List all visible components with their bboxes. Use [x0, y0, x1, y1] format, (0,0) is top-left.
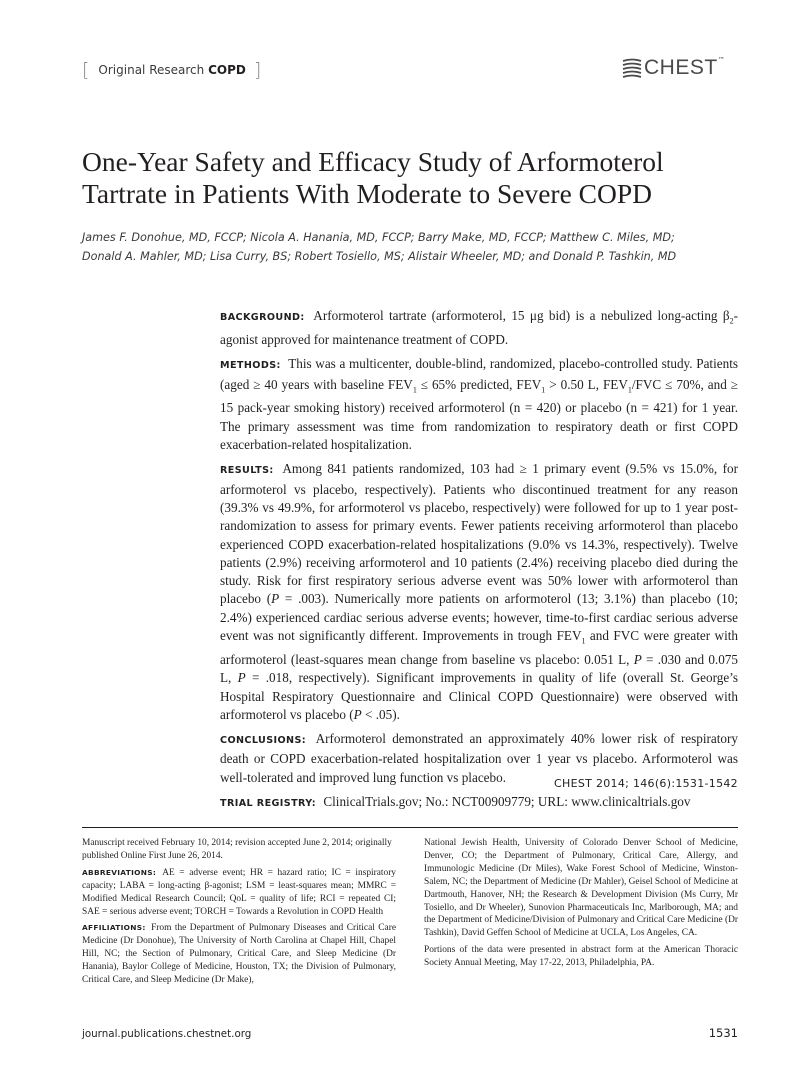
manuscript-dates: Manuscript received February 10, 2014; revision accepted June 2, 2014; originally published Online First June 26, 2014.	[82, 838, 392, 861]
background-label: BACKGROUND:	[220, 312, 305, 323]
abstract-trial-registry: TRIAL REGISTRY: ClinicalTrials.gov; No.: NCT00909779; URL: www.clinicaltrials.gov	[220, 794, 691, 810]
abstract-methods: METHODS: This was a multicenter, double-blind, randomized, placebo-controlled study. Patients (aged ≥ 40 years with baseline $FEV_1 \le 65\%$ predicted, $FEV_1 > 0.50$ L, $FEV_1$/FVC ≤ 70%, and ≥ 15 pack-year smoking history) received arformoterol (n = 420) or placebo (n = 421) for 1 year. The primary assessment was time from randomization to respiratory death or first COPD exacerbation-related hospitalization.	[220, 356, 739, 453]
methods-label: METHODS:	[220, 360, 281, 372]
article-title: One-Year Safety and Efficacy Study of Arformoterol Tartrate in Patients With Moderate to Severe COPD	[82, 146, 664, 209]
abstract-background: BACKGROUND: Arformoterol tartrate (arformoterol, 15 μg bid) is a nebulized long-acting $\beta_2$-agonist approved for maintenance treatment of COPD.	[220, 308, 739, 347]
abbreviations: ABBREVIATIONS: AE = adverse event; HR = hazard ratio; IC = inspiratory capacity; LABA = long-acting β-agonist; LSM = least-squares mean; MMRC = Modified Medical Research Council; QoL = quality of life; RCI = repeated CI; SAE = serious adverse event; TORCH = Towards a Revolution in COPD Health	[82, 867, 396, 917]
section-tag	[82, 59, 261, 81]
abbreviations-label: ABBREVIATIONS:	[82, 867, 157, 877]
journal-logo-text: CHEST	[644, 56, 718, 79]
trial-registry-label: TRIAL REGISTRY:	[220, 798, 317, 810]
author-list: James F. Donohue, MD, FCCP; Nicola A. Hanania, MD, FCCP; Barry Make, MD, FCCP; Matthew C. Miles, MD; Donald A. Mahler, MD; Lisa Curry, BS; Robert Tosiello, MS; Alistair Wheeler, MD; and Donald P. Tashkin, MD	[82, 231, 677, 263]
chest-logo	[622, 56, 725, 80]
abstract	[220, 307, 738, 819]
journal-citation: CHEST 2014; 146(6):1531-1542	[554, 777, 738, 790]
affiliations: AFFILIATIONS: From the Department of Pulmonary Diseases and Critical Care Medicine (Dr Donohue), The University of North Carolina at Chapel Hill, Chapel Hill, NC; the Section of Pulmonary, Critical Care, and Sleep Medicine (Dr Hanania), Baylor College of Medicine, Houston, TX; the Division of Pulmonary, Critical Care, and Sleep Medicine (Dr Make),	[82, 923, 396, 986]
conclusions-label: CONCLUSIONS:	[220, 735, 307, 747]
journal-url: journal.publications.chestnet.org	[82, 1028, 252, 1040]
footnote-column-left	[82, 837, 396, 991]
footnote-column-right	[424, 837, 738, 974]
results-label: RESULTS:	[220, 465, 274, 477]
affiliations-label: AFFILIATIONS:	[82, 923, 146, 933]
presentation-note: Portions of the data were presented in abstract form at the American Thoracic Society Annual Meeting, May 17-22, 2013, Philadelphia, PA.	[424, 945, 738, 969]
abstract-results: RESULTS: Among 841 patients randomized, 103 had ≥ 1 primary event (9.5% vs 15.0%, for arformoterol vs placebo, respectively). Patients who discontinued treatment for any reason (39.3% vs 49.9%, for arformoterol vs placebo, respectively) were followed for up to 1 year post-randomization to assess for primary events. Fewer patients receiving arformoterol than placebo experienced COPD exacerbation-related hospitalizations (9.0% vs 14.3%, respectively). Twelve patients (2.9%) receiving arformoterol and 10 patients (2.4%) receiving placebo died during the study. Risk for first respiratory serious adverse event was 50% lower with arformoterol than placebo (P = .003). Numerically more patients on arformoterol (13; 3.1%) than placebo (10; 2.4%) experienced cardiac serious adverse events; however, time-to-first cardiac serious adverse event was not significantly different. Improvements in trough $FEV_1$ and FVC were greater with arformoterol (least-squares mean change from baseline vs placebo: 0.051 L, P = .030 and 0.075 L, P = .018, respectively). Significant improvements in quality of life (overall St. George’s Hospital Respiratory Questionnaire and Clinical COPD Questionnaire) were observed with arformoterol vs placebo (P < .05).	[220, 461, 739, 722]
abstract-conclusions: CONCLUSIONS: Arformoterol demonstrated an approximately 40% lower risk of respiratory death or COPD exacerbation-related hospitalization over 1 year vs placebo. Arformoterol was well-tolerated and improved lung function vs placebo.	[220, 731, 738, 785]
footnote-divider	[82, 827, 738, 828]
chest-stripes-icon	[622, 58, 642, 78]
page-number: 1531	[708, 1026, 738, 1040]
trademark: ™	[717, 56, 725, 64]
affiliations-continued: National Jewish Health, University of Colorado Denver School of Medicine, Denver, CO; the Department of Pulmonary, Critical Care, Allergy, and Immunologic Medicine (Dr Miles), Wake Forest School of Medicine, Winston-Salem, NC; the Department of Medicine (Dr Mahler), Geisel School of Medicine at Dartmouth, Hanover, NH; the Research & Development Division (Ms Curry, Mr Tosiello, and Dr Wheeler), Sunovion Pharmaceuticals Inc, Marlborough, MA; and the Department of Medicine/Division of Pulmonary and Critical Care Medicine (Dr Tashkin), David Geffen School of Medicine at UCLA, Los Angeles, CA.	[424, 838, 738, 939]
section-topic: COPD	[208, 63, 246, 77]
bracket-close: ]	[253, 58, 262, 81]
section-label: Original Research COPD	[98, 63, 246, 77]
bracket-open: [	[82, 58, 90, 81]
